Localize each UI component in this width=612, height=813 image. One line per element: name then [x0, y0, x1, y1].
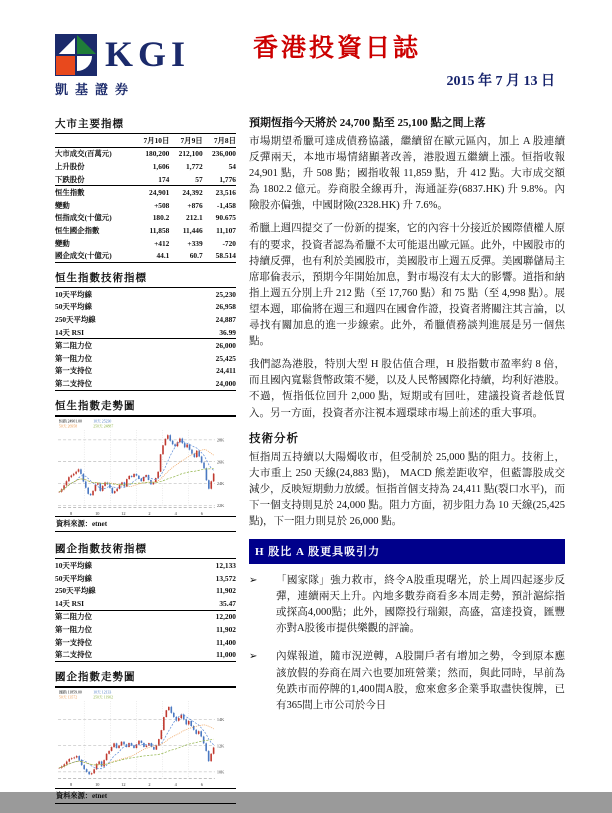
table-row: 上升股份 1,606 1,772 54 — [55, 161, 236, 171]
table-row: 第一阻力位 25,425 — [55, 353, 236, 363]
table-row: 250天平均線 24,887 — [55, 314, 236, 324]
bullet-text: 「國家隊」強力救市，終令A股重現曙光，於上周四起逐步反彈，連續兩天上升。內地多數券商看多本周走勢，預計滬綜指或探高4,000點；此外，國際投行瑞銀，高盛，富達投資，匯豐亦對A股後市提供樂觀的評論。 — [276, 575, 565, 635]
svg-text:4: 4 — [174, 781, 177, 787]
table-row: 恒生國企指數 11,858 11,446 11,107 — [55, 225, 236, 235]
svg-text:6: 6 — [200, 510, 203, 516]
table-row: 第一支持位 24,411 — [55, 366, 236, 376]
bullet-list — [249, 573, 565, 714]
hscei-tech-title: 國企指數技術指標 — [55, 541, 236, 559]
paragraph: 我們認為港股，特別大型 H 股估值合理，H 股指數市盈率約 8 倍，而且國內寬鬆貨幣政策不變，以及人民幣國際化持續，均利好港股。不過，恆指低位回升 2,000 點，短期或有回吐，建議投資者趁低買入。另一方面，投資者亦注視本週環球市場上前述的重大事項。 — [249, 359, 565, 419]
table-row: 14天 RSI 36.99 — [55, 326, 236, 339]
svg-text:8: 8 — [70, 781, 73, 787]
hsi-tech-table — [55, 288, 236, 391]
table-row: 變動 +508 +876 -1,458 — [55, 200, 236, 210]
table-row: 第一阻力位 11,902 — [55, 624, 236, 634]
svg-text:250天 24887: 250天 24887 — [93, 424, 114, 429]
svg-text:8: 8 — [70, 510, 73, 516]
table-row: 變動 +412 +339 -720 — [55, 238, 236, 248]
page-title: 香港投資日誌 — [253, 35, 422, 62]
svg-text:14K: 14K — [216, 717, 225, 723]
table-row: 第一支持位 11,400 — [55, 637, 236, 647]
hscei-tech-table — [55, 559, 236, 662]
headline: 預期恆指今天將於 24,700 點至 25,100 點之間上落 — [249, 117, 486, 129]
hscei-chart-title: 國企指數走勢圖 — [55, 669, 236, 688]
kgi-logo-block — [55, 34, 205, 98]
bullet-item — [249, 649, 565, 713]
market-indicators-table — [55, 134, 236, 263]
hsi-tech-title: 恒生指數技術指標 — [55, 270, 236, 288]
table-row: 恒生指數 24,901 24,392 23,516 — [55, 188, 236, 198]
tech-analysis-heading: 技術分析 — [249, 432, 299, 445]
table-row: 第二支持位 24,000 — [55, 377, 236, 390]
tech-analysis-paragraph: 恒指周五持續以大陽燭收市，但受制於 25,000 點的阻力。技術上，大市重上 250 天線(24,883 點)， MACD 熊差距收窄，但藍籌股成交減少，反映短期動力放緩。恒指首個支持為 24,411 點(裂口水平)，而下一個支持則見於 24,000 點。阻力方面，初步阻力為 10 天線(25,425 點)，下一阻力則見於 26,000 點。 — [249, 451, 565, 527]
table-row: 國企成交(十億元) 44.1 60.7 58.514 — [55, 249, 236, 262]
svg-text:2: 2 — [148, 510, 151, 516]
svg-text:12: 12 — [121, 510, 126, 516]
svg-text:50天 13572: 50天 13572 — [59, 695, 78, 700]
svg-text:26K: 26K — [216, 458, 225, 464]
hsi-chart-title: 恒生指數走勢圖 — [55, 398, 236, 417]
market-commentary — [249, 134, 565, 422]
svg-text:50天 26958: 50天 26958 — [59, 424, 78, 429]
svg-text:10天 12133: 10天 12133 — [93, 690, 112, 695]
table-row: 50天平均線 26,958 — [55, 302, 236, 312]
table-row: 第二阻力位 12,200 — [55, 612, 236, 622]
table-row: 10天平均線 12,133 — [55, 561, 236, 571]
report-date: 2015 年 7 月 13 日 — [446, 74, 555, 89]
svg-text:250天 11902: 250天 11902 — [93, 695, 114, 700]
report-header — [55, 34, 565, 98]
table-row: 大市成交(百萬元) 180,200 212,100 236,000 — [55, 149, 236, 159]
kgi-logo-icon — [55, 34, 97, 76]
bullet-marker-icon: ➢ — [249, 575, 258, 587]
table-row: 14天 RSI 35.47 — [55, 597, 236, 610]
svg-text:12: 12 — [121, 781, 126, 787]
table-header-row: 7月10日 7月9日 7月8日 — [55, 134, 236, 147]
hscei-chart-source: 資料來源：etnet — [55, 788, 236, 804]
svg-text:22K: 22K — [216, 502, 225, 508]
svg-text:4: 4 — [174, 510, 177, 516]
commentary-column — [249, 116, 565, 813]
table-row: 50天平均線 13,572 — [55, 573, 236, 583]
table-row: 恒指成交(十億元) 180.2 212.1 90.675 — [55, 213, 236, 223]
hscei-candlestick-chart — [55, 689, 236, 788]
market-data-sidebar — [55, 116, 236, 813]
svg-text:12K: 12K — [216, 743, 225, 749]
section-banner: H 股比 A 股更具吸引力 — [249, 539, 565, 564]
svg-text:28K: 28K — [216, 437, 225, 443]
hscei-chart-container — [55, 689, 236, 788]
svg-text:10天 25230: 10天 25230 — [93, 419, 112, 424]
svg-text:2: 2 — [148, 781, 151, 787]
svg-text:10: 10 — [95, 510, 100, 516]
svg-text:10: 10 — [95, 781, 100, 787]
table-row: 第二阻力位 26,000 — [55, 341, 236, 351]
table-row: 第二支持位 11,000 — [55, 648, 236, 661]
hsi-chart-source: 資料來源：etnet — [55, 516, 236, 532]
bullet-item — [249, 573, 565, 637]
logo-text: KGI — [105, 34, 191, 74]
hsi-chart-container — [55, 418, 236, 517]
hsi-candlestick-chart — [55, 418, 236, 517]
logo-subtext: 凱基證券 — [55, 82, 136, 97]
bullet-text: 內媒報道，隨市況逆轉，A股開戶者有增加之勢，令到原本應該放假的券商在周六也要加班營業；然而，與此同時，早前為免跌市而停牌的1,400間A股，愈來愈多企業爭取盡快復牌，已有365間上市公司於今日 — [276, 651, 565, 711]
svg-text:24K: 24K — [216, 480, 225, 486]
svg-text:6: 6 — [200, 781, 203, 787]
paragraph: 希臘上週四提交了一份新的提案，它的內容十分接近於國際債權人原有的要求，投資者認為希臘不太可能退出歐元區。此外，中國股市的持續反彈，也有利於美國股市，美國股市上週五反彈。美國聯儲局主席耶倫表示，預期今年開始加息，對市場沒有太大的影響。道指和納指上週五分別上升 212 點（至 17,760 點）和 75 點（至 4,998 點）。展望本週，耶倫將在週三和週四在國會作證，投資者將關注其言論，以尋找有關加息的進一步線索。此外，希臘債務談判進展是另一個焦點。 — [249, 223, 565, 348]
table-row: 10天平均線 25,230 — [55, 289, 236, 299]
bullet-marker-icon: ➢ — [249, 651, 258, 663]
svg-text:恒指 24901.00: 恒指 24901.00 — [59, 419, 82, 424]
market-table-title: 大市主要指標 — [55, 116, 236, 134]
svg-text:10K: 10K — [216, 769, 225, 775]
table-row: 250天平均線 11,902 — [55, 586, 236, 596]
paragraph: 市場期望希臘可達成債務協議，繼續留在歐元區內，加上 A 股連續反彈兩天，本地市場情緒顯著改善，港股週五繼續上漲。恒指收報 24,901 點，升 508 點；國指收報 11,859 點，升 412 點。大市成交額為 1802.2 億元。券商股全線再升，海通証券(6837.HK) 升 9.8%。內險股亦偏強，中國財險(2328.HK) 升 7.6%。 — [249, 136, 565, 212]
table-row: 下跌股份 174 57 1,776 — [55, 173, 236, 186]
svg-text:國指 11859.00: 國指 11859.00 — [59, 690, 82, 695]
